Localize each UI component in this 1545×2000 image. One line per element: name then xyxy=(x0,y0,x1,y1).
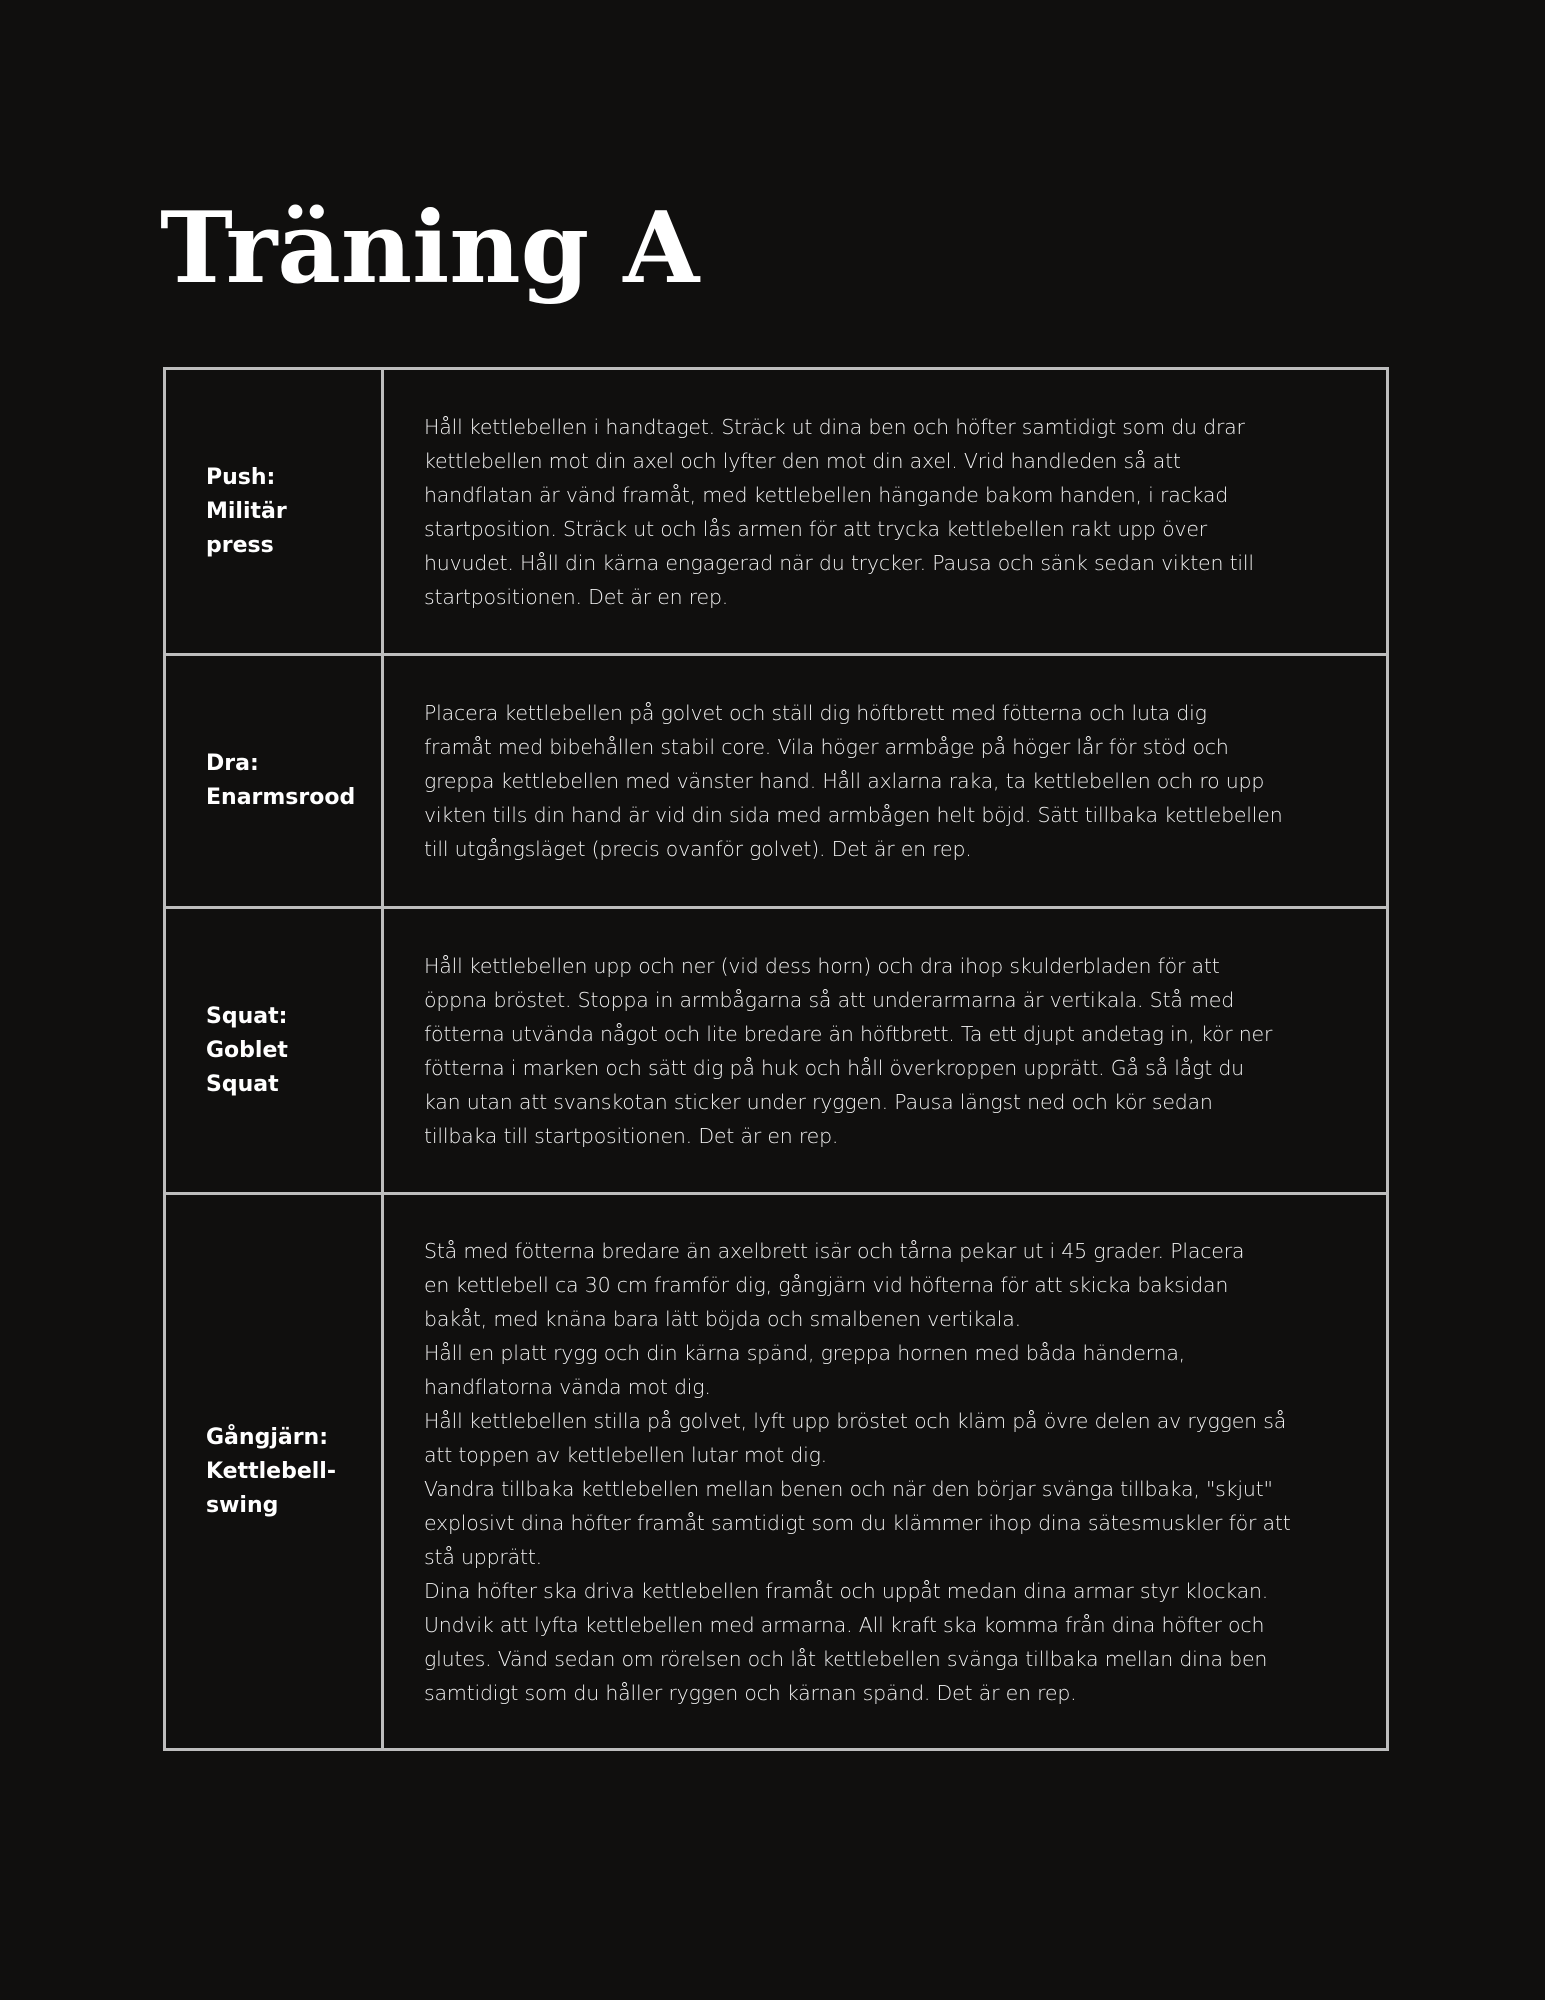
exercise-description: Håll kettlebellen upp och ner (vid dess horn) och dra ihop skulderbladen för att öppna bröstet. Stoppa in armbågarna så att underarmarna är vertikala. Stå med fötterna utvända något och lite bredare än höftbrett. Ta ett djupt andetag in, kör ner fötterna i marken och sätt dig på huk och håll överkroppen upprätt. Gå så lågt du kan utan att svanskotan sticker under ryggen. Pausa längst ned och kör sedan tillbaka till startpositionen. Det är en rep. xyxy=(424,953,1273,1148)
exercise-label: Push: Militär press xyxy=(206,464,287,558)
exercise-table xyxy=(163,367,1389,1751)
exercise-description: Håll kettlebellen i handtaget. Sträck ut dina ben och höfter samtidigt som du drar kettlebellen mot din axel och lyfter den mot din axel. Vrid handleden så att handflatan är vänd framåt, med kettlebellen hängande bakom handen, i rackad startposition. Sträck ut och lås armen för att trycka kettlebellen rakt upp över huvudet. Håll din kärna engagerad när du trycker. Pausa och sänk sedan vikten till startpositionen. Det är en rep. xyxy=(424,414,1254,609)
exercise-label: Gångjärn: Kettlebell- swing xyxy=(206,1424,336,1518)
exercise-row-push xyxy=(166,370,1386,653)
exercise-label: Dra: Enarmsrood xyxy=(206,751,356,810)
exercise-label-cell xyxy=(166,1195,384,1748)
exercise-row-hinge xyxy=(166,1192,1386,1748)
exercise-description-cell xyxy=(384,909,1386,1192)
exercise-row-pull xyxy=(166,653,1386,906)
exercise-label-cell xyxy=(166,909,384,1192)
exercise-description-cell xyxy=(384,656,1386,906)
exercise-description-cell xyxy=(384,1195,1386,1748)
page-title: Träning A xyxy=(160,191,700,306)
exercise-row-squat xyxy=(166,906,1386,1192)
exercise-label: Squat: Goblet Squat xyxy=(206,1003,288,1097)
exercise-description: Stå med fötterna bredare än axelbrett isär och tårna pekar ut i 45 grader. Placera en kettlebell ca 30 cm framför dig, gångjärn vid höfterna för att skicka baksidan bakåt, med knäna bara lätt böjda och smalbenen vertikala. Håll en platt rygg och din kärna spänd, greppa hornen med båda händerna, handflatorna vända mot dig. Håll kettlebellen stilla på golvet, lyft upp bröstet och kläm på övre delen av ryggen så att toppen av kettlebellen lutar mot dig. Vandra tillbaka kettlebellen mellan benen och när den börjar svänga tillbaka, "skjut" explosivt dina höfter framåt samtidigt som du klämmer ihop dina sätesmuskler för att stå upprätt. Dina höfter ska driva kettlebellen framåt och uppåt medan dina armar styr klockan. Undvik att lyfta kettlebellen med armarna. All kraft ska komma från dina höfter och glutes. Vänd sedan om rörelsen och låt kettlebellen svänga tillbaka mellan dina ben samtidigt som du håller ryggen och kärnan spänd. Det är en rep. xyxy=(424,1238,1291,1705)
exercise-description-cell xyxy=(384,370,1386,653)
exercise-label-cell xyxy=(166,370,384,653)
exercise-description: Placera kettlebellen på golvet och ställ dig höftbrett med fötterna och luta dig framåt med bibehållen stabil core. Vila höger armbåge på höger lår för stöd och greppa kettlebellen med vänster hand. Håll axlarna raka, ta kettlebellen och ro upp vikten tills din hand är vid din sida med armbågen helt böjd. Sätt tillbaka kettlebellen till utgångsläget (precis ovanför golvet). Det är en rep. xyxy=(424,701,1283,861)
exercise-label-cell xyxy=(166,656,384,906)
